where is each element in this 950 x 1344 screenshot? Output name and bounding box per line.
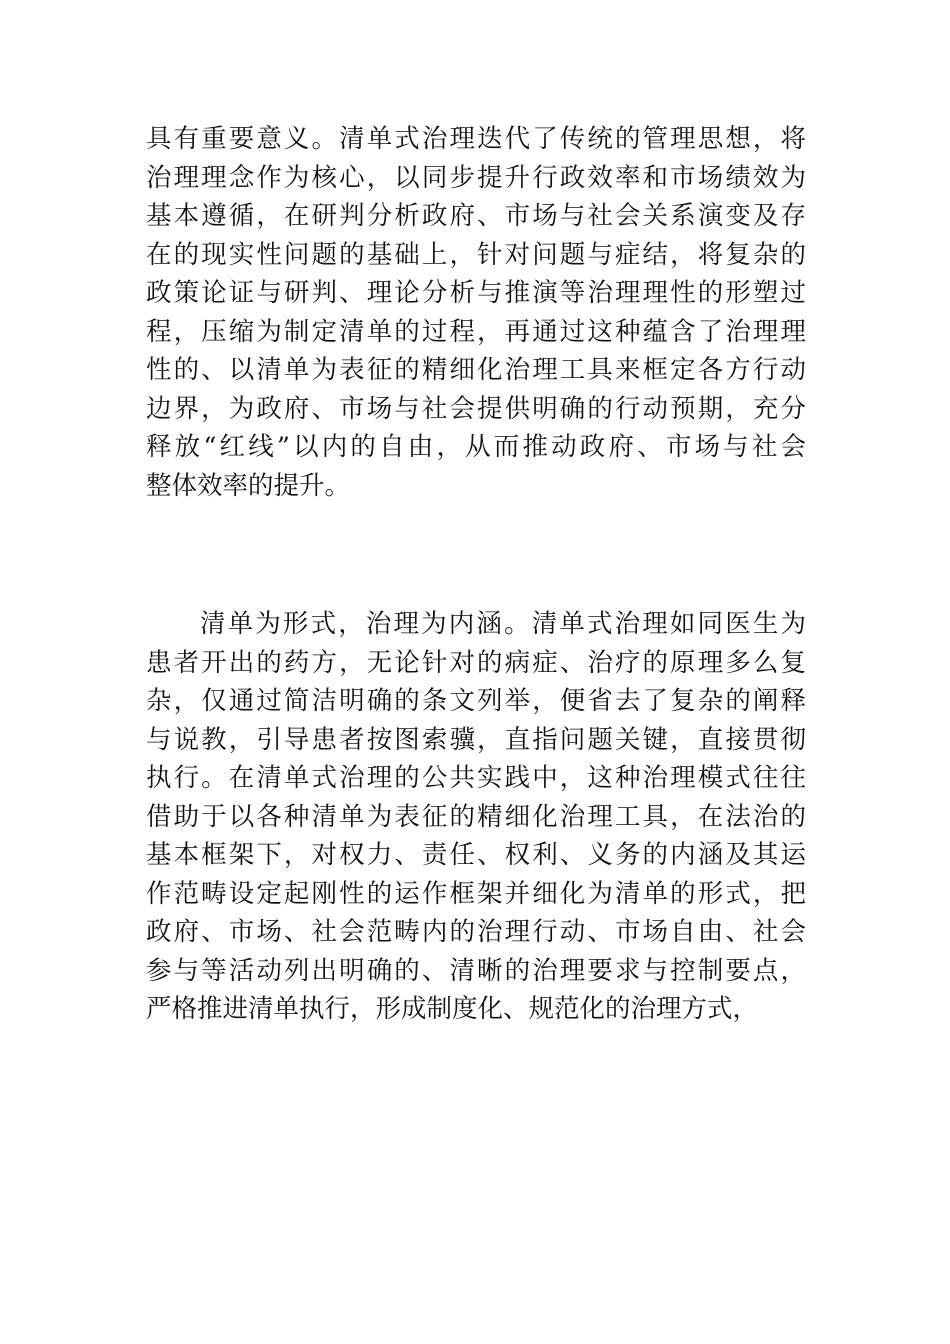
paragraph-line: 基本框架下，对权力、责任、权利、义务的内涵及其运 [146, 840, 806, 870]
paragraph-line: 政策论证与研判、理论分析与推演等治理理性的形塑过 [146, 278, 806, 308]
paragraph-line: 释放“红线”以内的自由，从而推动政府、市场与社会 [146, 432, 806, 462]
paragraph-line: 治理理念作为核心，以同步提升行政效率和市场绩效为 [146, 162, 806, 193]
paragraph-line: 程，压缩为制定清单的过程，再通过这种蕴含了治理理 [146, 316, 806, 347]
paragraph-line: 基本遵循，在研判分析政府、市场与社会关系演变及存 [146, 201, 806, 231]
paragraph-line: 边界，为政府、市场与社会提供明确的行动预期，充分 [146, 393, 806, 424]
paragraph-line: 杂，仅通过简洁明确的条文列举，便省去了复杂的阐释 [146, 686, 806, 716]
paragraph-line: 清单为形式，治理为内涵。清单式治理如同医生为 [200, 609, 806, 639]
paragraph-line: 性的、以清单为表征的精细化治理工具来框定各方行动 [146, 355, 806, 385]
paragraph-line: 借助于以各种清单为表征的精细化治理工具，在法治的 [146, 801, 806, 832]
paragraph-line: 参与等活动列出明确的、清晰的治理要求与控制要点， [146, 955, 806, 986]
paragraph-line: 在的现实性问题的基础上，针对问题与症结，将复杂的 [146, 239, 806, 270]
paragraph-line: 与说教，引导患者按图索骥，直指问题关键，直接贯彻 [146, 724, 806, 755]
paragraph-line: 整体效率的提升。 [146, 470, 351, 501]
paragraph-line: 严格推进清单执行，形成制度化、规范化的治理方式， [146, 994, 759, 1024]
paragraph-2 [146, 605, 806, 1029]
paragraph-line: 患者开出的药方，无论针对的病症、治疗的原理多么复 [146, 647, 806, 678]
paragraph-line: 执行。在清单式治理的公共实践中，这种治理模式往往 [146, 763, 806, 793]
paragraph-line: 政府、市场、社会范畴内的治理行动、市场自由、社会 [146, 917, 806, 947]
paragraph-line: 作范畴设定起刚性的运作框架并细化为清单的形式，把 [146, 878, 806, 909]
paragraph-1 [146, 120, 806, 505]
paragraph-line: 具有重要意义。清单式治理迭代了传统的管理思想，将 [146, 124, 806, 154]
